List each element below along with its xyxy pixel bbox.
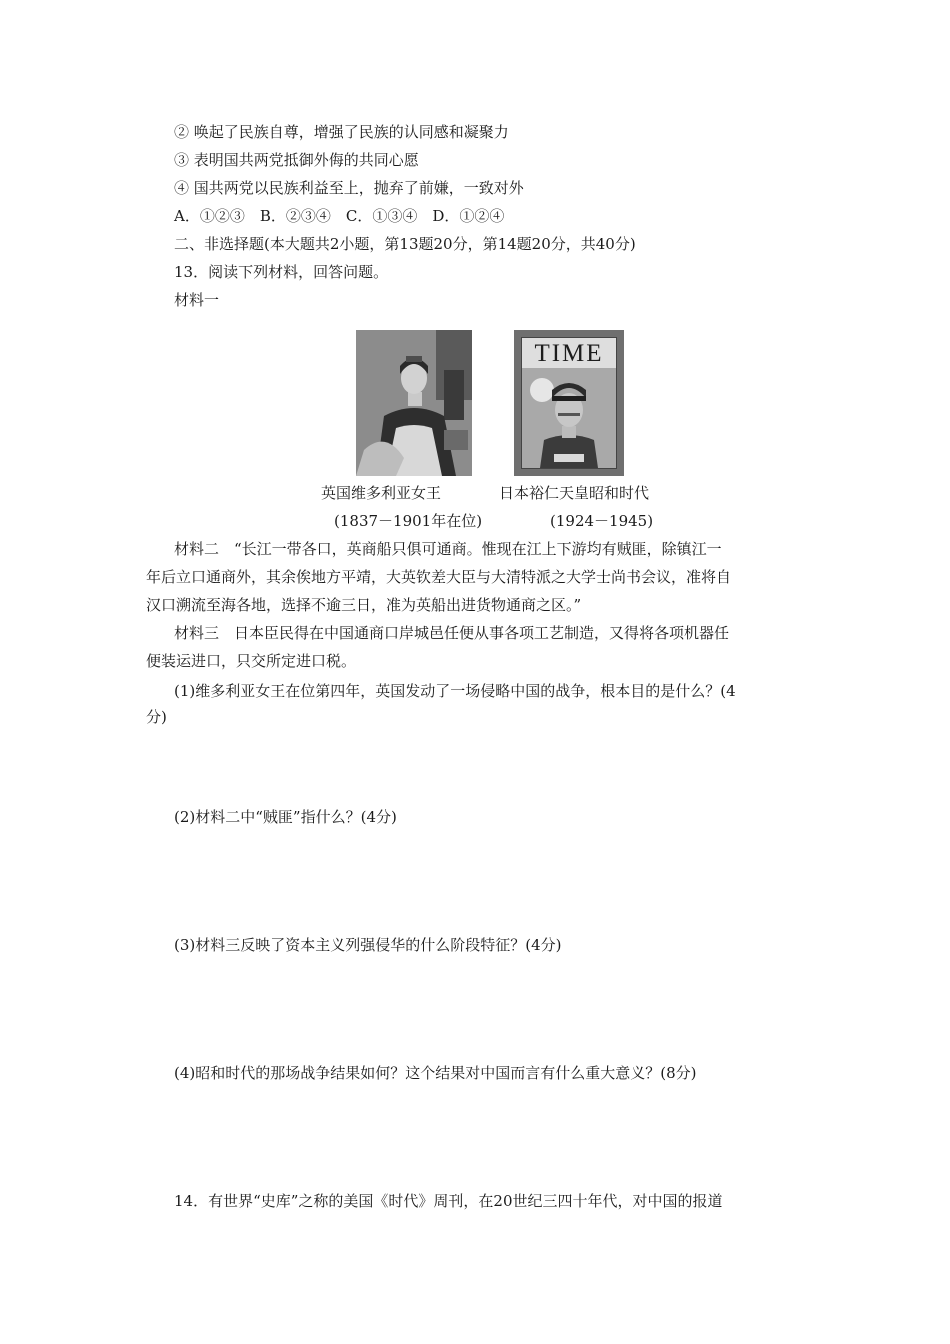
figure-left-years: (1837－1901年在位) [334,512,483,530]
question-13-1-line-2: 分) [146,708,167,726]
material-2-line-1: 材料二 “长江一带各口，英商船只俱可通商。惟现在江上下游均有贼匪，除镇江一 [174,540,722,558]
question-13-stem: 13．阅读下列材料，回答问题。 [174,263,389,281]
queen-victoria-portrait [356,330,472,476]
section-header: 二、非选择题(本大题共2小题，第13题20分，第14题20分，共40分) [174,235,636,253]
option-4: ④ 国共两党以民族利益至上，抛弃了前嫌，一致对外 [174,179,524,197]
cover-title: TIME [534,340,604,367]
option-2: ② 唤起了民族自尊，增强了民族的认同感和凝聚力 [174,123,509,141]
material-1-label: 材料一 [174,291,220,309]
answer-choices: A．①②③ B．②③④ C．①③④ D．①②④ [174,207,505,225]
cover-frame [521,337,617,469]
question-13-3: (3)材料三反映了资本主义列强侵华的什么阶段特征？(4分) [174,936,562,954]
question-13-1-line-1: (1)维多利亚女王在位第四年，英国发动了一场侵略中国的战争，根本目的是什么？(4 [174,682,736,700]
figure-right-caption: 日本裕仁天皇昭和时代 [499,484,650,502]
material-3-line-1: 材料三 日本臣民得在中国通商口岸城邑任便从事各项工艺制造，又得将各项机器任 [174,624,730,642]
question-14-stem: 14．有世界“史库”之称的美国《时代》周刊，在20世纪三四十年代，对中国的报道 [174,1192,723,1210]
question-13-2: (2)材料二中“贼匪”指什么？(4分) [174,808,397,826]
cover-illustration [522,368,616,468]
figure-left-caption: 英国维多利亚女王 [321,484,442,502]
time-magazine-cover [514,330,624,476]
material-3-line-2: 便装运进口，只交所定进口税。 [146,652,357,670]
material-2-line-2: 年后立口通商外，其余俟地方平靖，大英钦差大臣与大清特派之大学士尚书会议，准将自 [146,568,732,586]
option-3: ③ 表明国共两党抵御外侮的共同心愿 [174,151,419,169]
figure-right-years: (1924－1945) [550,512,654,530]
portrait-illustration [356,330,472,476]
question-13-4: (4)昭和时代的那场战争结果如何？这个结果对中国而言有什么重大意义？(8分) [174,1064,697,1082]
material-2-line-3: 汉口溯流至海各地，选择不逾三日，准为英船出进货物通商之区。” [146,596,582,614]
